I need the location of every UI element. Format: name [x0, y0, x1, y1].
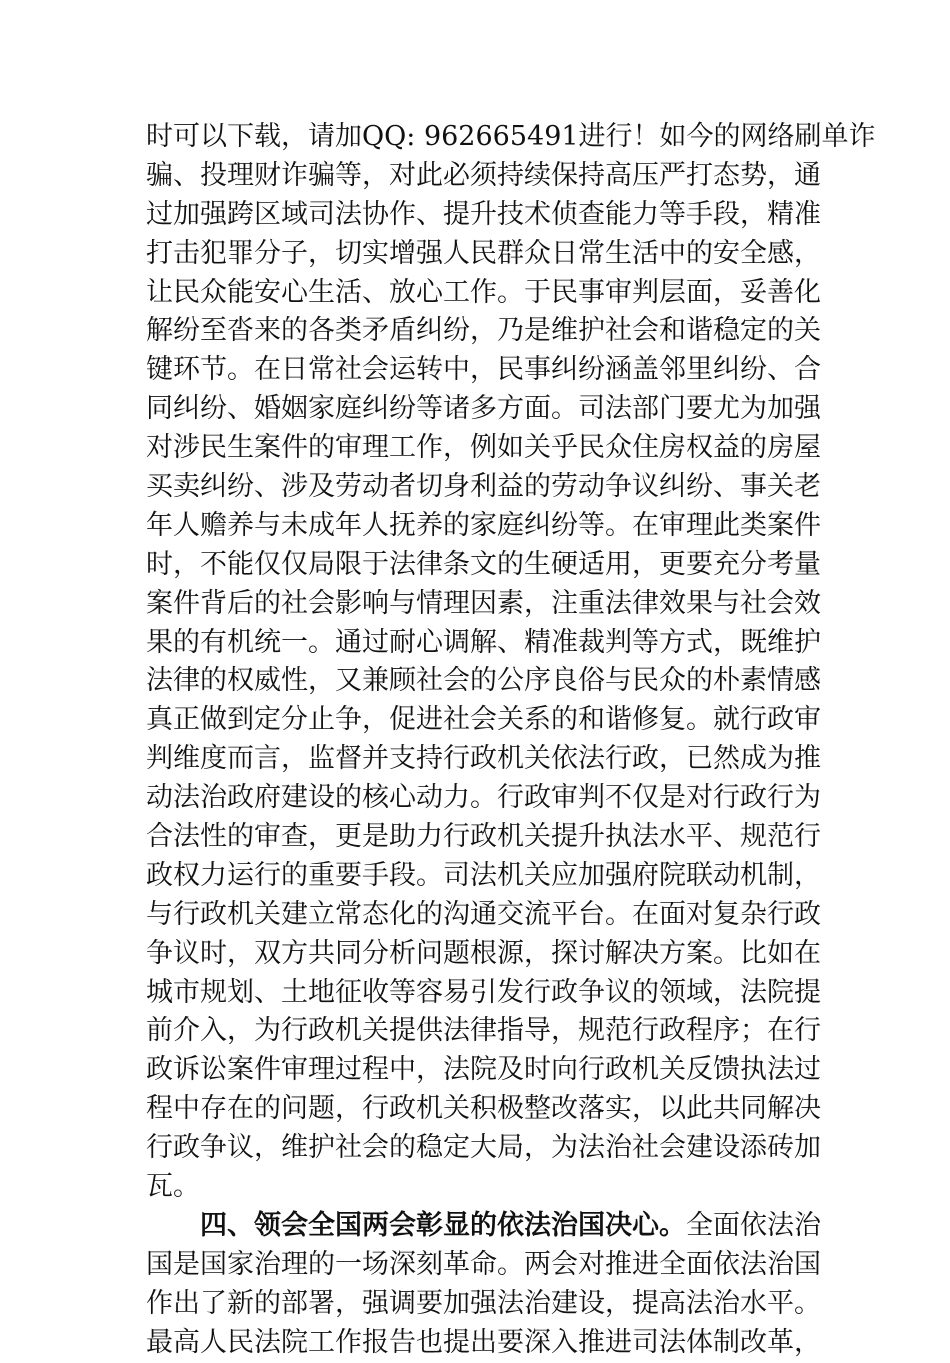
text-line: 最高人民法院工作报告也提出要深入推进司法体制改革，	[146, 1326, 821, 1358]
text-line: 与行政机关建立常态化的沟通交流平台。在面对复杂行政	[146, 898, 821, 930]
text-line: 时，不能仅仅局限于法律条文的生硬适用，更要充分考量	[146, 548, 821, 580]
text-line: 争议时，双方共同分析问题根源，探讨解决方案。比如在	[146, 937, 821, 969]
text-line: 政权力运行的重要手段。司法机关应加强府院联动机制，	[146, 859, 821, 891]
text-line: 法律的权威性，又兼顾社会的公序良俗与民众的朴素情感	[146, 665, 821, 697]
text-line: 动法治政府建设的核心动力。行政审判不仅是对行政行为	[146, 782, 821, 814]
text-line: 键环节。在日常社会运转中，民事纠纷涵盖邻里纠纷、合	[146, 354, 821, 386]
text-line: 过加强跨区域司法协作、提升技术侦查能力等手段，精准	[146, 198, 821, 230]
text-line: 城市规划、土地征收等容易引发行政争议的领域，法院提	[146, 976, 821, 1008]
body-text	[146, 118, 876, 1363]
text-line: 判维度而言，监督并支持行政机关依法行政，已然成为推	[146, 743, 821, 775]
text-line: 政诉讼案件审理过程中，法院及时向行政机关反馈执法过	[146, 1054, 821, 1086]
text-line: 行政争议，维护社会的稳定大局，为法治社会建设添砖加	[146, 1132, 821, 1164]
text-line: 果的有机统一。通过耐心调解、精准裁判等方式，既维护	[146, 626, 821, 658]
text-line: 解纷至沓来的各类矛盾纠纷，乃是维护社会和谐稳定的关	[146, 315, 821, 347]
text-line: 程中存在的问题，行政机关积极整改落实，以此共同解决	[146, 1093, 821, 1125]
text-line: 打击犯罪分子，切实增强人民群众日常生活中的安全感，	[146, 237, 821, 269]
text-line: 前介入，为行政机关提供法律指导，规范行政程序；在行	[146, 1015, 821, 1047]
text-line: 让民众能安心生活、放心工作。于民事审判层面，妥善化	[146, 276, 821, 308]
text-line: 真正做到定分止争，促进社会关系的和谐修复。就行政审	[146, 704, 821, 736]
text-line: 作出了新的部署，强调要加强法治建设，提高法治水平。	[146, 1287, 821, 1319]
text-line: 案件背后的社会影响与情理因素，注重法律效果与社会效	[146, 587, 821, 619]
text-line: 时可以下载，请加QQ: 962665491进行！如今的网络刷单诈	[146, 121, 876, 152]
section-heading: 四、领会全国两会彰显的依法治国决心。	[200, 1209, 686, 1241]
text-line: 年人赡养与未成年人抚养的家庭纠纷等。在审理此类案件	[146, 509, 821, 541]
text-line: 同纠纷、婚姻家庭纠纷等诸多方面。司法部门要尤为加强	[146, 393, 821, 425]
text-line: 合法性的审查，更是助力行政机关提升执法水平、规范行	[146, 821, 821, 853]
heading-continuation: 全面依法治	[686, 1209, 821, 1241]
paragraph-end-line: 瓦。	[146, 1171, 200, 1203]
section-heading-line	[146, 1207, 821, 1246]
text-line: 国是国家治理的一场深刻革命。两会对推进全面依法治国	[146, 1248, 821, 1280]
text-line: 买卖纠纷、涉及劳动者切身利益的劳动争议纠纷、事关老	[146, 471, 821, 503]
text-line: 骗、投理财诈骗等，对此必须持续保持高压严打态势，通	[146, 159, 821, 191]
text-line: 对涉民生案件的审理工作，例如关乎民众住房权益的房屋	[146, 432, 821, 464]
